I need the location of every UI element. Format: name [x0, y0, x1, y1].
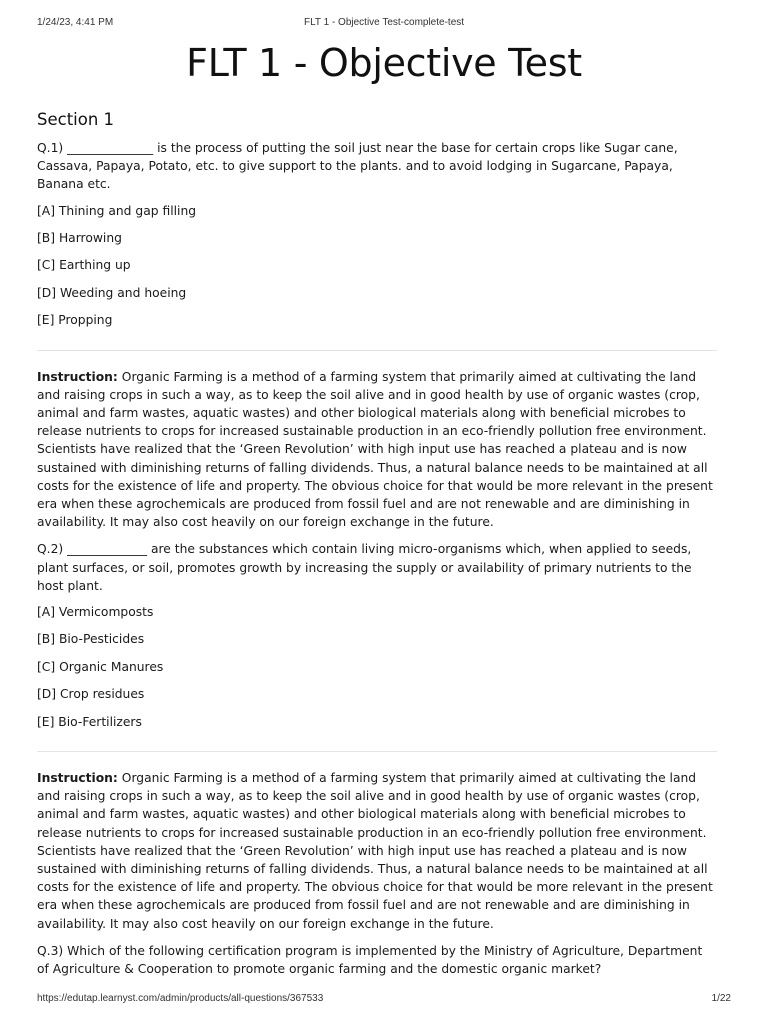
question-block-2	[37, 368, 717, 740]
option-c: [C] Earthing up	[37, 258, 131, 273]
test-content	[37, 109, 717, 986]
page-number: 1/22	[711, 993, 731, 1004]
instruction-text: Organic Farming is a method of a farming system that primarily aimed at cultivating the land and raising crops in such a way, as to keep the soil alive and in good health by use of organic wastes (crop, animal and farm wastes, aquatic wastes) and other biological materials along with beneficial microbes to release nutrients to crops for increased sustainable production in an eco-friendly pollution free environment. Scientists have realized that the ‘Green Revolution’ with high input use has reached a plateau and is now sustained with diminishing returns of falling dividends. Thus, a natural balance needs to be maintained at all costs for the existence of life and property. The obvious choice for that would be more relevant in the present era when these agrochemicals are produced from fossil fuel and are not renewable and are diminishing in availability. It may also cost heavily on our foreign exchange in the future.	[37, 369, 713, 530]
print-datetime: 1/24/23, 4:41 PM	[37, 17, 114, 28]
question-divider	[37, 751, 717, 752]
question-text: Q.3) Which of the following certification program is implemented by the Ministry of Agriculture, Department of Agriculture & Cooperation to promote organic farming and the domestic organic market?	[37, 943, 703, 976]
option-b: [B] Bio-Pesticides	[37, 632, 145, 647]
instruction-paragraph	[37, 368, 717, 532]
question-block-3	[37, 769, 717, 978]
instruction-label: Instruction:	[37, 770, 118, 785]
instruction-label: Instruction:	[37, 369, 118, 384]
option-a: [A] Vermicomposts	[37, 605, 154, 619]
print-header	[37, 17, 731, 29]
option-d: [D] Crop residues	[37, 687, 145, 702]
option-e: [E] Propping	[37, 313, 113, 328]
option-d: [D] Weeding and hoeing	[37, 285, 187, 300]
question-divider	[37, 350, 717, 351]
option-b: [B] Harrowing	[37, 231, 122, 245]
print-footer	[37, 993, 731, 1005]
question-text: Q.2) _____________ are the substances which contain living micro-organisms which, when applied to seeds, plant surfaces, or soil, promotes growth by increasing the supply or availability of primary nutrients to the host plant.	[37, 542, 692, 593]
instruction-text: Organic Farming is a method of a farming system that primarily aimed at cultivating the land and raising crops in such a way, as to keep the soil alive and in good health by use of organic wastes (crop, animal and farm wastes, aquatic wastes) and other biological materials along with beneficial microbes to release nutrients to crops for increased sustainable production in an eco-friendly pollution free environment. Scientists have realized that the ‘Green Revolution’ with high input use has reached a plateau and is now sustained with diminishing returns of falling dividends. Thus, a natural balance needs to be maintained at all costs for the existence of life and property. The obvious choice for that would be more relevant in the present era when these agrochemicals are produced from fossil fuel and are not renewable and are diminishing in availability. It may also cost heavily on our foreign exchange in the future.	[37, 770, 713, 931]
option-e: [E] Bio-Fertilizers	[37, 714, 142, 729]
section-title: Section 1	[37, 110, 115, 129]
question-block-1	[37, 139, 717, 339]
question-text: Q.1) ______________ is the process of putting the soil just near the base for certain crops like Sugar cane, Cassava, Papaya, Potato, etc. to give support to the plants. and to avoid lodging in Sugarcane, Papaya, Banana etc.	[37, 141, 678, 192]
page-title: FLT 1 - Objective Test	[186, 41, 582, 85]
option-c: [C] Organic Manures	[37, 659, 164, 674]
print-doc-title: FLT 1 - Objective Test-complete-test	[303, 17, 465, 28]
option-a: [A] Thining and gap filling	[37, 203, 197, 218]
instruction-paragraph	[37, 769, 717, 933]
print-url: https://edutap.learnyst.com/admin/products/all-questions/367533	[37, 993, 324, 1004]
